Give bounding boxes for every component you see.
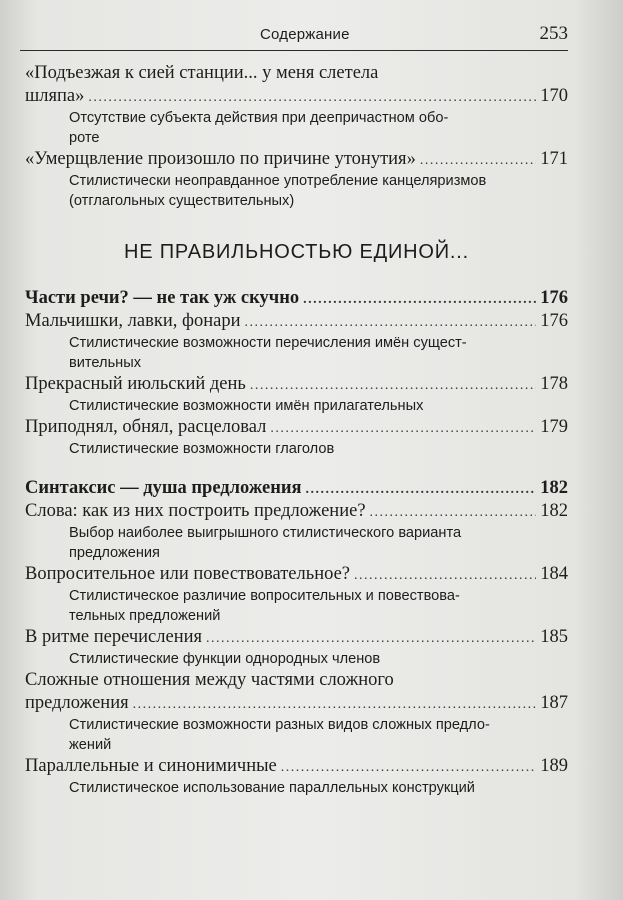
leader-dots [245,311,537,334]
toc-page-number: 171 [540,149,568,169]
running-title: Содержание [260,26,350,43]
page-header [20,22,568,48]
leader-dots [270,417,536,440]
toc-entry-title-line [25,669,568,692]
toc-entry-description [69,396,568,416]
description-line: Отсутствие субъекта действия при деепричастном обо- [69,110,449,126]
toc-entry-title: Прекрасный июльский день [25,374,246,394]
toc-entry [25,62,568,148]
toc-page-number: 184 [540,564,568,584]
toc-entry [25,669,568,755]
leader-dots [354,564,536,587]
toc-entry-description [69,586,568,626]
section-title: НЕ ПРАВИЛЬНОСТЬЮ ЕДИНОЙ... [123,241,469,263]
toc-entry [25,563,568,626]
header-rule [20,50,568,51]
toc-entry-description [69,523,568,563]
toc-entry-title: «Умерщвление произошло по причине утонутия» [25,149,416,169]
toc-entry-description [69,108,568,148]
toc-part-heading-line [25,477,568,500]
description-line: тельных предложений [69,608,221,624]
toc-entry-title-line [25,500,568,523]
leader-dots [370,501,537,524]
leader-dots [303,288,536,311]
description-line: Стилистическое использование параллельных конструкций [69,780,475,796]
toc-entry-title: Приподнял, обнял, расцеловал [25,417,267,437]
toc-entry-description [69,333,568,373]
toc-entry [25,755,568,798]
description-line: Выбор наиболее выигрышного стилистического варианта [69,525,462,541]
toc-entry-title: Мальчишки, лавки, фонари [25,311,241,331]
toc-entry-title-line [25,85,568,108]
part-heading-title: Части речи? — не так уж скучно [25,288,300,308]
toc-entry-title-line [25,416,568,439]
leader-dots [250,374,536,397]
toc-entry-title: предложения [25,693,129,713]
toc-entry-title-line [25,692,568,715]
toc-page-number: 176 [540,288,568,308]
toc-entry [25,148,568,211]
leader-dots [420,149,536,172]
toc-part-heading [25,287,568,310]
toc-entry [25,310,568,373]
toc-entry-title: Параллельные и синонимичные [25,756,277,776]
description-line: предложения [69,545,160,561]
toc-page-number: 178 [540,374,568,394]
toc-entry [25,373,568,416]
toc-page-number: 187 [540,693,568,713]
description-line: Стилистические возможности глаголов [69,441,335,457]
toc-content [25,62,568,798]
toc-entry-title-line [25,373,568,396]
description-line: Стилистические возможности разных видов сложных предло- [69,717,490,733]
toc-entry-title: В ритме перечисления [25,627,203,647]
toc-entry [25,416,568,459]
leader-dots [306,478,537,501]
part-heading-title: Синтаксис — душа предложения [25,478,302,498]
toc-entry [25,500,568,563]
description-line: Стилистические возможности имён прилагательных [69,398,424,414]
description-line: Стилистически неоправданное употребление канцеляризмов [69,173,487,189]
toc-entry-title: шляпа» [25,86,85,106]
toc-entry-title: Сложные отношения между частями сложного [25,670,394,690]
toc-part-heading [25,477,568,500]
toc-page-number: 182 [540,478,568,498]
leader-dots [281,756,537,779]
toc-entry-description [69,778,568,798]
toc-entry-title: Слова: как из них построить предложение? [25,501,366,521]
toc-entry [25,626,568,669]
spacer [25,265,568,287]
description-line: Стилистические возможности перечисления имён сущест- [69,335,467,351]
description-line: вительных [69,355,142,371]
toc-page-number: 170 [540,86,568,106]
spacer [25,459,568,477]
page-number: 253 [539,23,568,44]
toc-entry-title-line [25,626,568,649]
toc-page-number: 189 [540,756,568,776]
toc-entry-title-line [25,62,568,85]
toc-page-number: 179 [540,417,568,437]
description-line: роте [69,130,100,146]
leader-dots [133,693,537,716]
toc-part-heading-line [25,287,568,310]
toc-page-number: 182 [540,501,568,521]
toc-entry-description [69,649,568,669]
toc-entry-title: «Подъезжая к сией станции... у меня слетела [25,63,379,83]
toc-page-number: 176 [540,311,568,331]
toc-entry-title-line [25,755,568,778]
toc-entry-description [69,715,568,755]
description-line: Стилистические функции однородных членов [69,651,381,667]
toc-entry-title-line [25,563,568,586]
toc-entry-title: Вопросительное или повествовательное? [25,564,350,584]
description-line: Стилистическое различие вопросительных и повествова- [69,588,460,604]
toc-entry-description [69,439,568,459]
leader-dots [88,86,536,109]
leader-dots [206,627,536,650]
toc-entry-description [69,171,568,211]
description-line: (отглагольных существительных) [69,193,295,209]
description-line: жений [69,737,112,753]
toc-entry-title-line [25,148,568,171]
toc-entry-title-line [25,310,568,333]
toc-page-number: 185 [540,627,568,647]
